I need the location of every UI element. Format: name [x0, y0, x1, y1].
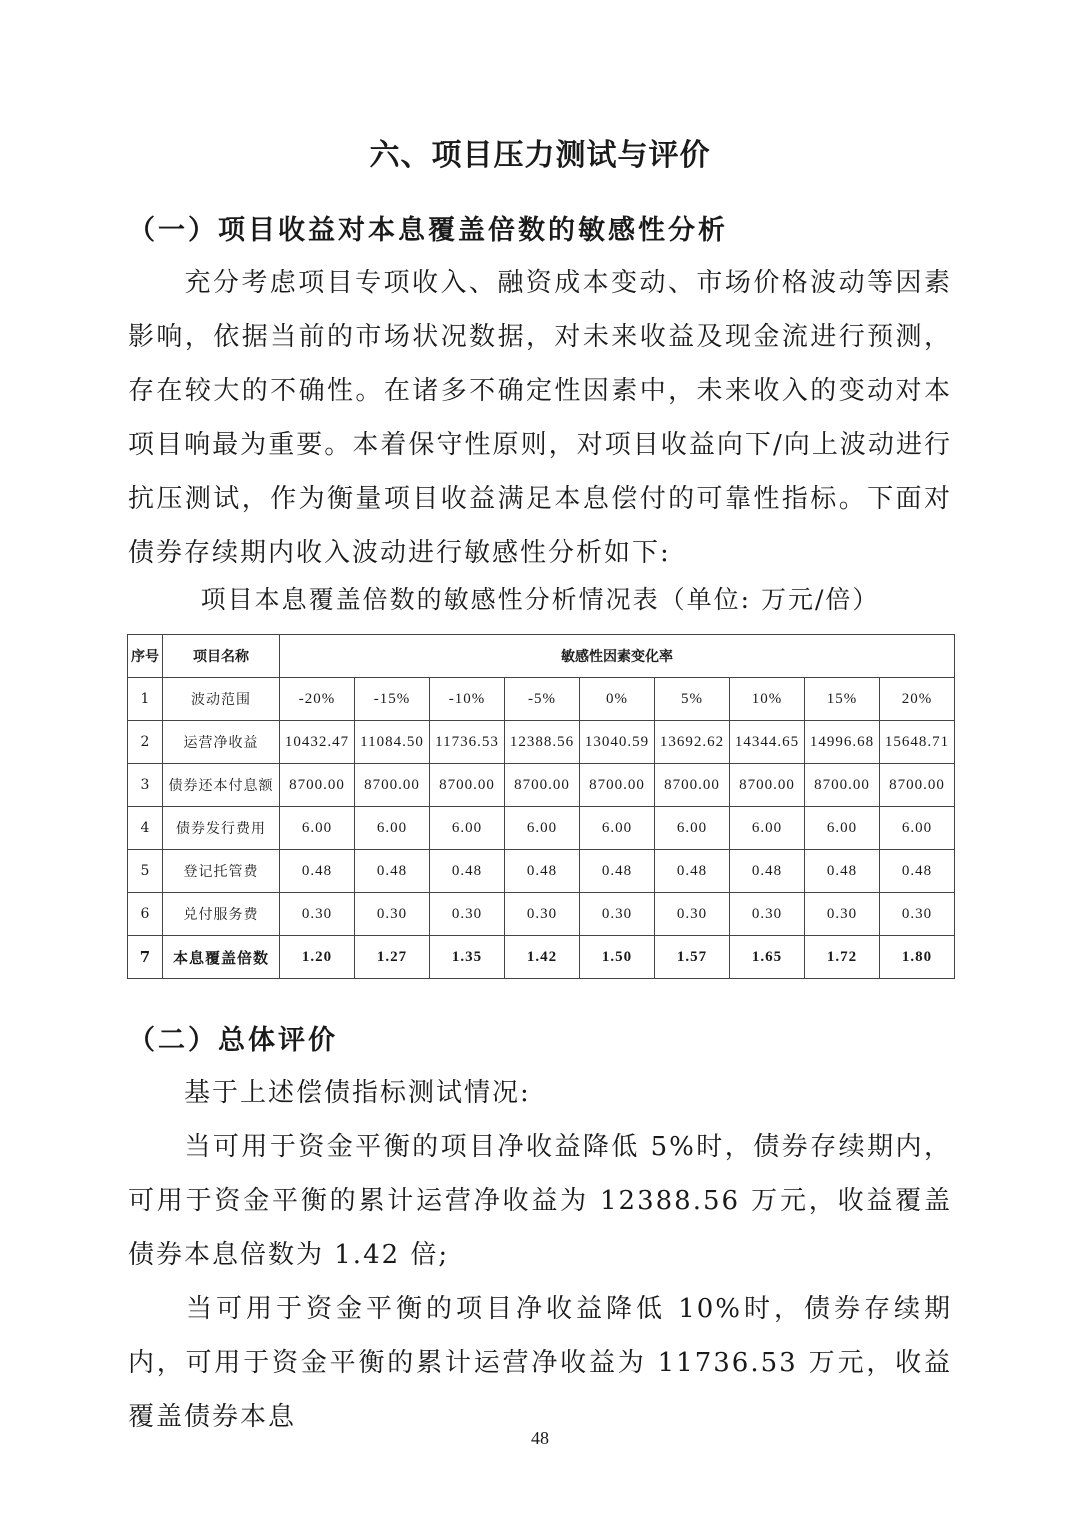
- cell-value: 10432.47: [280, 721, 355, 764]
- cell-value: 0.48: [505, 850, 580, 893]
- cell-value: 0.48: [355, 850, 430, 893]
- cell-item-name: 债券还本付息额: [163, 764, 280, 807]
- cell-value: 8700.00: [505, 764, 580, 807]
- evaluation-paragraph-10pct-text: 当可用于资金平衡的项目净收益降低 10%时，债券存续期内，可用于资金平衡的累计运营净收益为 11736.53 万元，收益覆盖债券本息: [128, 1294, 952, 1432]
- cell-value: 11736.53: [430, 721, 505, 764]
- cell-value: 6.00: [280, 807, 355, 850]
- cell-value: 13040.59: [580, 721, 655, 764]
- header-factor: 敏感性因素变化率: [280, 635, 955, 678]
- cell-value: -20%: [280, 678, 355, 721]
- sensitivity-paragraph-text: 充分考虑项目专项收入、融资成本变动、市场价格波动等因素影响，依据当前的市场状况数据，对未来收益及现金流进行预测，存在较大的不确性。在诸多不确定性因素中，未来收入的变动对本项目响最为重要。本着保守性原则，对项目收益向下/向上波动进行抗压测试，作为衡量项目收益满足本息偿付的可靠性指标。下面对债券存续期内收入波动进行敏感性分析如下:: [128, 268, 952, 568]
- cell-value: 8700.00: [355, 764, 430, 807]
- section-heading-2: （二）总体评价: [128, 1025, 338, 1056]
- cell-value: 0.48: [655, 850, 730, 893]
- cell-value: 6.00: [505, 807, 580, 850]
- cell-value: -10%: [430, 678, 505, 721]
- table-row: [128, 936, 955, 979]
- cell-seq: 7: [128, 936, 163, 979]
- cell-value: 20%: [880, 678, 955, 721]
- cell-value: 0.30: [505, 893, 580, 936]
- table-row: [128, 764, 955, 807]
- cell-value: 10%: [730, 678, 805, 721]
- cell-item-name: 波动范围: [163, 678, 280, 721]
- table-header-row: [128, 635, 955, 678]
- cell-value: 0.48: [580, 850, 655, 893]
- cell-value: 1.20: [280, 936, 355, 979]
- cell-value: 14996.68: [805, 721, 880, 764]
- cell-value: 6.00: [580, 807, 655, 850]
- table-row: [128, 807, 955, 850]
- table-row: [128, 721, 955, 764]
- cell-value: 0.30: [355, 893, 430, 936]
- evaluation-intro: [128, 1066, 952, 1120]
- cell-value: -5%: [505, 678, 580, 721]
- cell-value: 1.72: [805, 936, 880, 979]
- cell-value: 15648.71: [880, 721, 955, 764]
- cell-seq: 3: [128, 764, 163, 807]
- cell-seq: 4: [128, 807, 163, 850]
- cell-value: 12388.56: [505, 721, 580, 764]
- cell-value: 0.30: [580, 893, 655, 936]
- cell-value: 6.00: [655, 807, 730, 850]
- cell-value: 0.30: [730, 893, 805, 936]
- cell-value: 6.00: [730, 807, 805, 850]
- cell-item-name: 债券发行费用: [163, 807, 280, 850]
- cell-value: 8700.00: [580, 764, 655, 807]
- cell-value: 6.00: [805, 807, 880, 850]
- table-row: [128, 678, 955, 721]
- cell-value: 8700.00: [805, 764, 880, 807]
- cell-value: 8700.00: [280, 764, 355, 807]
- cell-seq: 2: [128, 721, 163, 764]
- cell-value: 0.30: [280, 893, 355, 936]
- cell-value: 1.27: [355, 936, 430, 979]
- evaluation-paragraph-5pct-text: 当可用于资金平衡的项目净收益降低 5%时，债券存续期内，可用于资金平衡的累计运营净收益为 12388.56 万元，收益覆盖债券本息倍数为 1.42 倍;: [128, 1132, 952, 1270]
- cell-value: 1.57: [655, 936, 730, 979]
- cell-value: 8700.00: [430, 764, 505, 807]
- sensitivity-table: [127, 634, 955, 979]
- cell-value: 0.30: [430, 893, 505, 936]
- cell-seq: 6: [128, 893, 163, 936]
- page-number: 48: [531, 1428, 549, 1448]
- cell-item-name: 运营净收益: [163, 721, 280, 764]
- evaluation-paragraph-5pct: [128, 1120, 952, 1282]
- cell-value: 5%: [655, 678, 730, 721]
- cell-value: 13692.62: [655, 721, 730, 764]
- table-row: [128, 893, 955, 936]
- cell-value: 1.80: [880, 936, 955, 979]
- cell-value: 14344.65: [730, 721, 805, 764]
- page-title: 六、项目压力测试与评价: [369, 138, 711, 173]
- cell-item-name: 登记托管费: [163, 850, 280, 893]
- cell-value: 8700.00: [880, 764, 955, 807]
- cell-value: 0.48: [805, 850, 880, 893]
- cell-value: 8700.00: [655, 764, 730, 807]
- cell-seq: 5: [128, 850, 163, 893]
- cell-value: 1.50: [580, 936, 655, 979]
- cell-value: 6.00: [430, 807, 505, 850]
- cell-seq: 1: [128, 678, 163, 721]
- cell-value: 0%: [580, 678, 655, 721]
- cell-value: 15%: [805, 678, 880, 721]
- cell-value: 0.48: [280, 850, 355, 893]
- cell-value: 0.30: [805, 893, 880, 936]
- cell-item-name: 本息覆盖倍数: [163, 936, 280, 979]
- evaluation-paragraph-10pct: [128, 1282, 952, 1444]
- cell-item-name: 兑付服务费: [163, 893, 280, 936]
- evaluation-intro-text: 基于上述偿债指标测试情况:: [184, 1078, 531, 1108]
- cell-value: 8700.00: [730, 764, 805, 807]
- cell-value: 0.30: [880, 893, 955, 936]
- cell-value: 0.30: [655, 893, 730, 936]
- header-seq: 序号: [128, 635, 163, 678]
- table-row: [128, 850, 955, 893]
- cell-value: 1.35: [430, 936, 505, 979]
- table-body: [128, 678, 955, 979]
- cell-value: 0.48: [730, 850, 805, 893]
- section-heading-1: （一）项目收益对本息覆盖倍数的敏感性分析: [128, 215, 728, 246]
- cell-value: 1.65: [730, 936, 805, 979]
- cell-value: 6.00: [880, 807, 955, 850]
- cell-value: 1.42: [505, 936, 580, 979]
- cell-value: 6.00: [355, 807, 430, 850]
- cell-value: -15%: [355, 678, 430, 721]
- table-caption: 项目本息覆盖倍数的敏感性分析情况表（单位: 万元/倍）: [200, 585, 880, 614]
- cell-value: 11084.50: [355, 721, 430, 764]
- cell-value: 0.48: [880, 850, 955, 893]
- sensitivity-paragraph: [128, 256, 952, 580]
- header-name: 项目名称: [163, 635, 280, 678]
- cell-value: 0.48: [430, 850, 505, 893]
